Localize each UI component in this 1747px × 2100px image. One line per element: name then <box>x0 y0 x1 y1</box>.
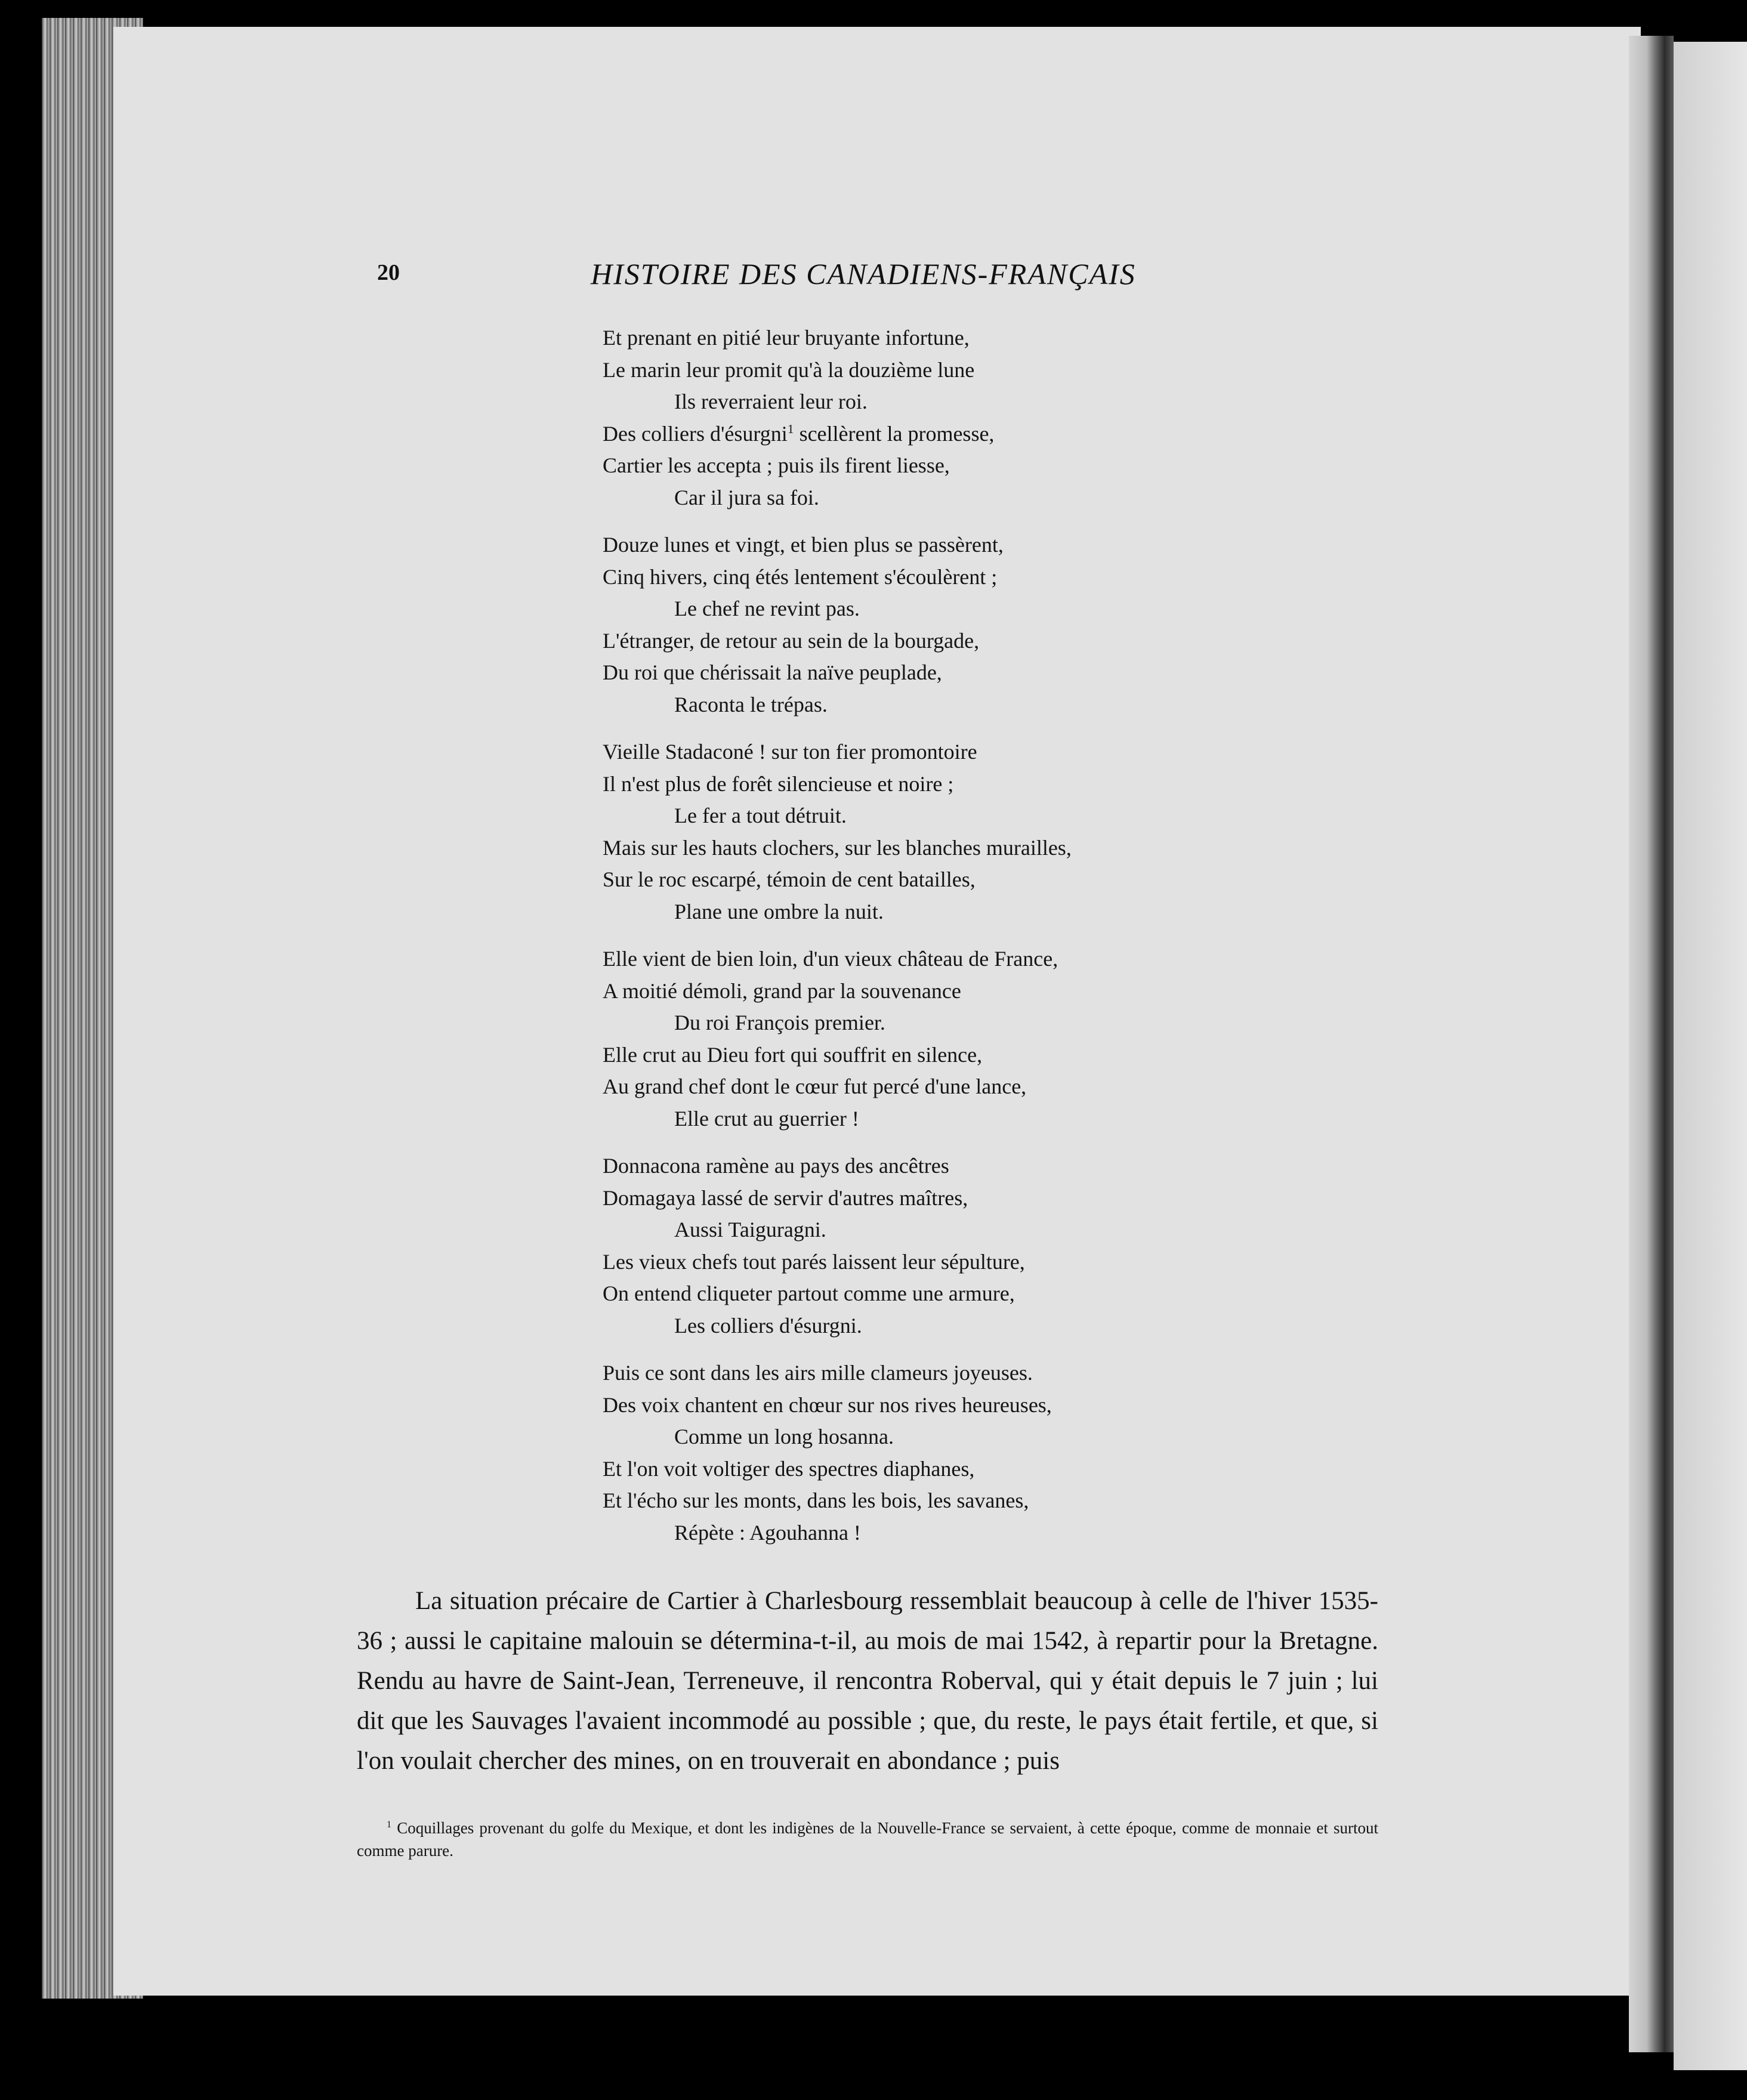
poem-line: Le chef ne revint pas. <box>674 597 860 620</box>
poem-line: Aussi Taiguragni. <box>674 1218 826 1242</box>
poem-line: Répète : Agouhanna ! <box>674 1520 861 1545</box>
poem-stanza <box>603 736 1199 928</box>
poem-line: Et l'on voit voltiger des spectres diaphanes, <box>603 1456 975 1481</box>
poem-line: Le marin leur promit qu'à la douzième lune <box>603 357 975 382</box>
poem-line: Du roi que chérissait la naïve peuplade, <box>603 660 942 684</box>
poem-line: L'étranger, de retour au sein de la bourgade, <box>603 628 980 653</box>
poem-stanza <box>603 1150 1199 1342</box>
poem-line: Elle vient de bien loin, d'un vieux château de France, <box>603 947 1058 971</box>
facing-page-edge <box>1674 42 1747 2070</box>
poem-line: Du roi François premier. <box>674 1011 885 1034</box>
poem-line: Raconta le trépas. <box>674 692 828 717</box>
footnote-reference: 1 <box>787 421 794 436</box>
poem-line-text: Des colliers d'ésurgni <box>603 421 788 446</box>
poem-line: Les colliers d'ésurgni. <box>674 1313 862 1338</box>
poem-line: Au grand chef dont le cœur fut percé d'une lance, <box>603 1074 1027 1098</box>
poem-line: Ils reverraient leur roi. <box>674 390 868 413</box>
poem-line: Le fer a tout détruit. <box>674 804 847 827</box>
poem-line: Vieille Stadaconé ! sur ton fier promontoire <box>603 740 977 764</box>
running-title: HISTOIRE DES CANADIENS-FRANÇAIS <box>591 257 1136 291</box>
poem-stanza <box>603 529 1199 721</box>
poem-line: On entend cliqueter partout comme une armure, <box>603 1281 1015 1305</box>
poem-line: Des voix chantent en chœur sur nos rives heureuses, <box>603 1392 1052 1417</box>
poem-line-text: scellèrent la promesse, <box>794 421 995 446</box>
page-number: 20 <box>377 260 400 285</box>
poem-line: Cartier les accepta ; puis ils firent liesse, <box>603 453 950 477</box>
poem-line: Elle crut au guerrier ! <box>674 1106 859 1131</box>
poem-line: Elle crut au Dieu fort qui souffrit en silence, <box>603 1042 983 1067</box>
poem-line: A moitié démoli, grand par la souvenance <box>603 978 961 1003</box>
footnote-text: Coquillages provenant du golfe du Mexique, et dont les indigènes de la Nouvelle-France se servaient, à cette époque, comme de monnaie et surtout comme parure. <box>357 1819 1378 1860</box>
book-gutter <box>1629 36 1674 2052</box>
poem-stanza <box>603 1357 1199 1549</box>
poem-line: Cinq hivers, cinq étés lentement s'écoulèrent ; <box>603 564 998 589</box>
poem-line: Puis ce sont dans les airs mille clameurs joyeuses. <box>603 1361 1033 1385</box>
poem-line: Car il jura sa foi. <box>674 485 819 509</box>
poem-stanza <box>603 322 1199 514</box>
poem-line: Et prenant en pitié leur bruyante infortune, <box>603 326 970 350</box>
poem-line: Domagaya lassé de servir d'autres maîtres, <box>603 1185 968 1210</box>
poem-line: Et l'écho sur les monts, dans les bois, les savanes, <box>603 1488 1029 1512</box>
footnote <box>357 1817 1378 1862</box>
poem-line: Sur le roc escarpé, témoin de cent batailles, <box>603 867 976 891</box>
poem <box>603 322 1199 1564</box>
poem-stanza <box>603 943 1199 1135</box>
poem-line: Plane une ombre la nuit. <box>674 899 884 924</box>
poem-line: Douze lunes et vingt, et bien plus se passèrent, <box>603 533 1004 557</box>
poem-line: Mais sur les hauts clochers, sur les blanches murailles, <box>603 835 1072 860</box>
poem-line: Les vieux chefs tout parés laissent leur sépulture, <box>603 1249 1025 1274</box>
poem-line: Comme un long hosanna. <box>674 1425 894 1449</box>
poem-line: Il n'est plus de forêt silencieuse et noire ; <box>603 771 954 796</box>
poem-line <box>603 418 1199 450</box>
footnote-marker: 1 <box>387 1819 392 1830</box>
body-paragraph: La situation précaire de Cartier à Charlesbourg ressemblait beaucoup à celle de l'hiver 1535-36 ; aussi le capitaine malouin se détermina-t-il, au mois de mai 1542, à repartir pour la Bretagne. Rendu au havre de Saint-Jean, Terreneuve, il rencontra Roberval, qui y était depuis le 7 juin ; lui dit que les Sauvages l'avaient incommodé au possible ; que, du reste, le pays était fertile, et que, si l'on voulait chercher des mines, on en trouverait en abondance ; puis <box>357 1587 1378 1775</box>
poem-line: Donnacona ramène au pays des ancêtres <box>603 1154 949 1178</box>
